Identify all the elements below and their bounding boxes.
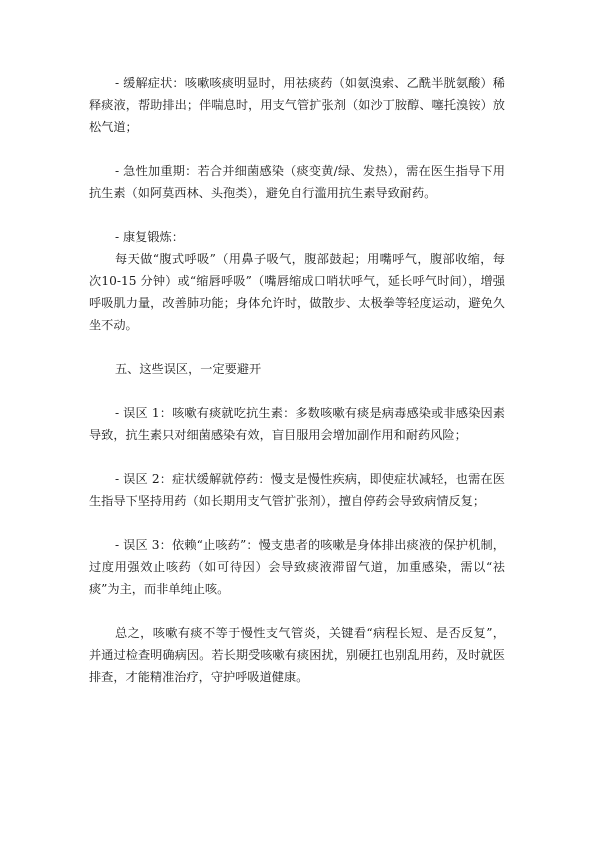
paragraph-conclusion: 总之，咳嗽有痰不等于慢性支气管炎，关键看“病程长短、是否反复”，并通过检查明确病因。若长期受咳嗽有痰困扰，别硬扛也别乱用药，及时就医排查，才能精准治疗，守护呼吸道健康。 bbox=[89, 626, 505, 684]
paragraph-misconception-1: - 误区 1：咳嗽有痰就吃抗生素：多数咳嗽有痰是病毒感染或非感染因素导致，抗生素只对细菌感染有效，盲目服用会增加副作用和耐药风险； bbox=[89, 406, 505, 442]
paragraph-misconception-3: - 误区 3：依赖“止咳药”：慢支患者的咳嗽是身体排出痰液的保护机制，过度用强效止咳药（如可待因）会导致痰液滞留气道，加重感染，需以“祛痰”为主，而非单纯止咳。 bbox=[89, 538, 505, 596]
paragraph-rehab-heading: - 康复锻炼： bbox=[115, 230, 184, 244]
paragraph-gap bbox=[89, 600, 505, 622]
paragraph-gap bbox=[89, 512, 505, 534]
paragraph-gap bbox=[89, 138, 505, 160]
paragraph-gap bbox=[89, 380, 505, 402]
paragraph-symptom-relief: - 缓解症状：咳嗽咳痰明显时，用祛痰药（如氨溴索、乙酰半胱氨酸）稀释痰液，帮助排出；伴喘息时，用支气管扩张剂（如沙丁胺醇、噻托溴铵）放松气道； bbox=[89, 76, 505, 134]
document-body bbox=[89, 72, 505, 688]
paragraph-misconception-2: - 误区 2：症状缓解就停药：慢支是慢性疾病，即使症状减轻，也需在医生指导下坚持用药（如长期用支气管扩张剂），擅自停药会导致病情反复； bbox=[89, 472, 505, 508]
paragraph-acute-exacerbation: - 急性加重期：若合并细菌感染（痰变黄/绿、发热），需在医生指导下用抗生素（如阿莫西林、头孢类），避免自行滥用抗生素导致耐药。 bbox=[89, 164, 505, 200]
section-heading-misconceptions: 五、这些误区，一定要避开 bbox=[115, 362, 262, 376]
paragraph-gap bbox=[89, 336, 505, 358]
paragraph-gap bbox=[89, 204, 505, 226]
paragraph-gap bbox=[89, 446, 505, 468]
paragraph-rehab-exercise: 每天做“腹式呼吸”（用鼻子吸气，腹部鼓起；用嘴呼气，腹部收缩，每次10-15 分钟）或“缩唇呼吸”（嘴唇缩成口哨状呼气，延长呼气时间），增强呼吸肌力量，改善肺功能；身体允许时，做散步、太极拳等轻度运动，避免久坐不动。 bbox=[89, 252, 505, 332]
